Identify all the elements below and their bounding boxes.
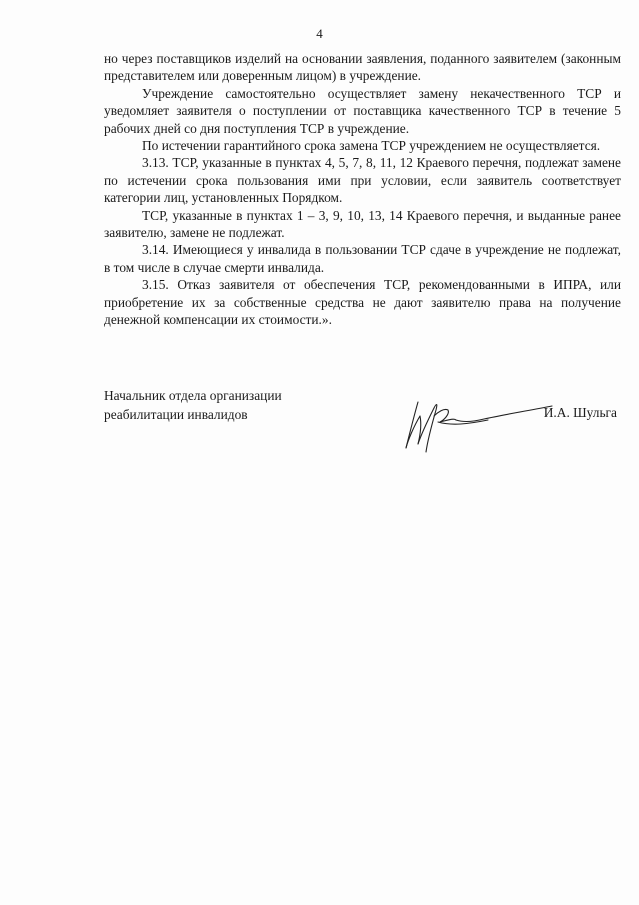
- signatory-position: [104, 386, 282, 424]
- paragraph-3-15: 3.15. Отказ заявителя от обеспечения ТСР, рекомендованными в ИПРА, или приобретение их за собственные средства не дают заявителю права на получение денежной компенсации их стоимости.».: [104, 277, 621, 328]
- paragraph-warranty: По истечении гарантийного срока замена ТСР учреждением не осуществляется.: [142, 138, 601, 154]
- signatory-name: И.А. Шульга: [543, 405, 617, 420]
- page-number: 4: [316, 26, 323, 41]
- position-line-1: Начальник отдела организации: [104, 388, 282, 403]
- paragraph-3-13-second: ТСР, указанные в пунктах 1 – 3, 9, 10, 13, 14 Краевого перечня, и выданные ранее заявителю, замене не подлежат.: [104, 207, 621, 241]
- paragraph-replacement: Учреждение самостоятельно осуществляет замену некачественного ТСР и уведомляет заявителя о поступлении от поставщика качественного ТСР в течение 5 рабочих дней со дня поступления ТСР в учреждение.: [104, 85, 621, 136]
- signature-block: [104, 386, 621, 466]
- paragraph-3-14: 3.14. Имеющиеся у инвалида в пользовании ТСР сдаче в учреждение не подлежат, в том числе в случае смерти инвалида.: [104, 242, 621, 275]
- document-body: [104, 50, 621, 329]
- paragraph-3-13: 3.13. ТСР, указанные в пунктах 4, 5, 7, 8, 11, 12 Краевого перечня, подлежат замене по истечении срока пользования ими при условии, если заявитель соответствует категории лиц, установленных Порядком.: [104, 155, 621, 206]
- handwritten-signature: [392, 386, 592, 461]
- position-line-2: реабилитации инвалидов: [104, 407, 248, 422]
- paragraph-continuation: но через поставщиков изделий на основании заявления, поданного заявителем (законным представителем или доверенным лицом) в учреждение.: [104, 51, 621, 84]
